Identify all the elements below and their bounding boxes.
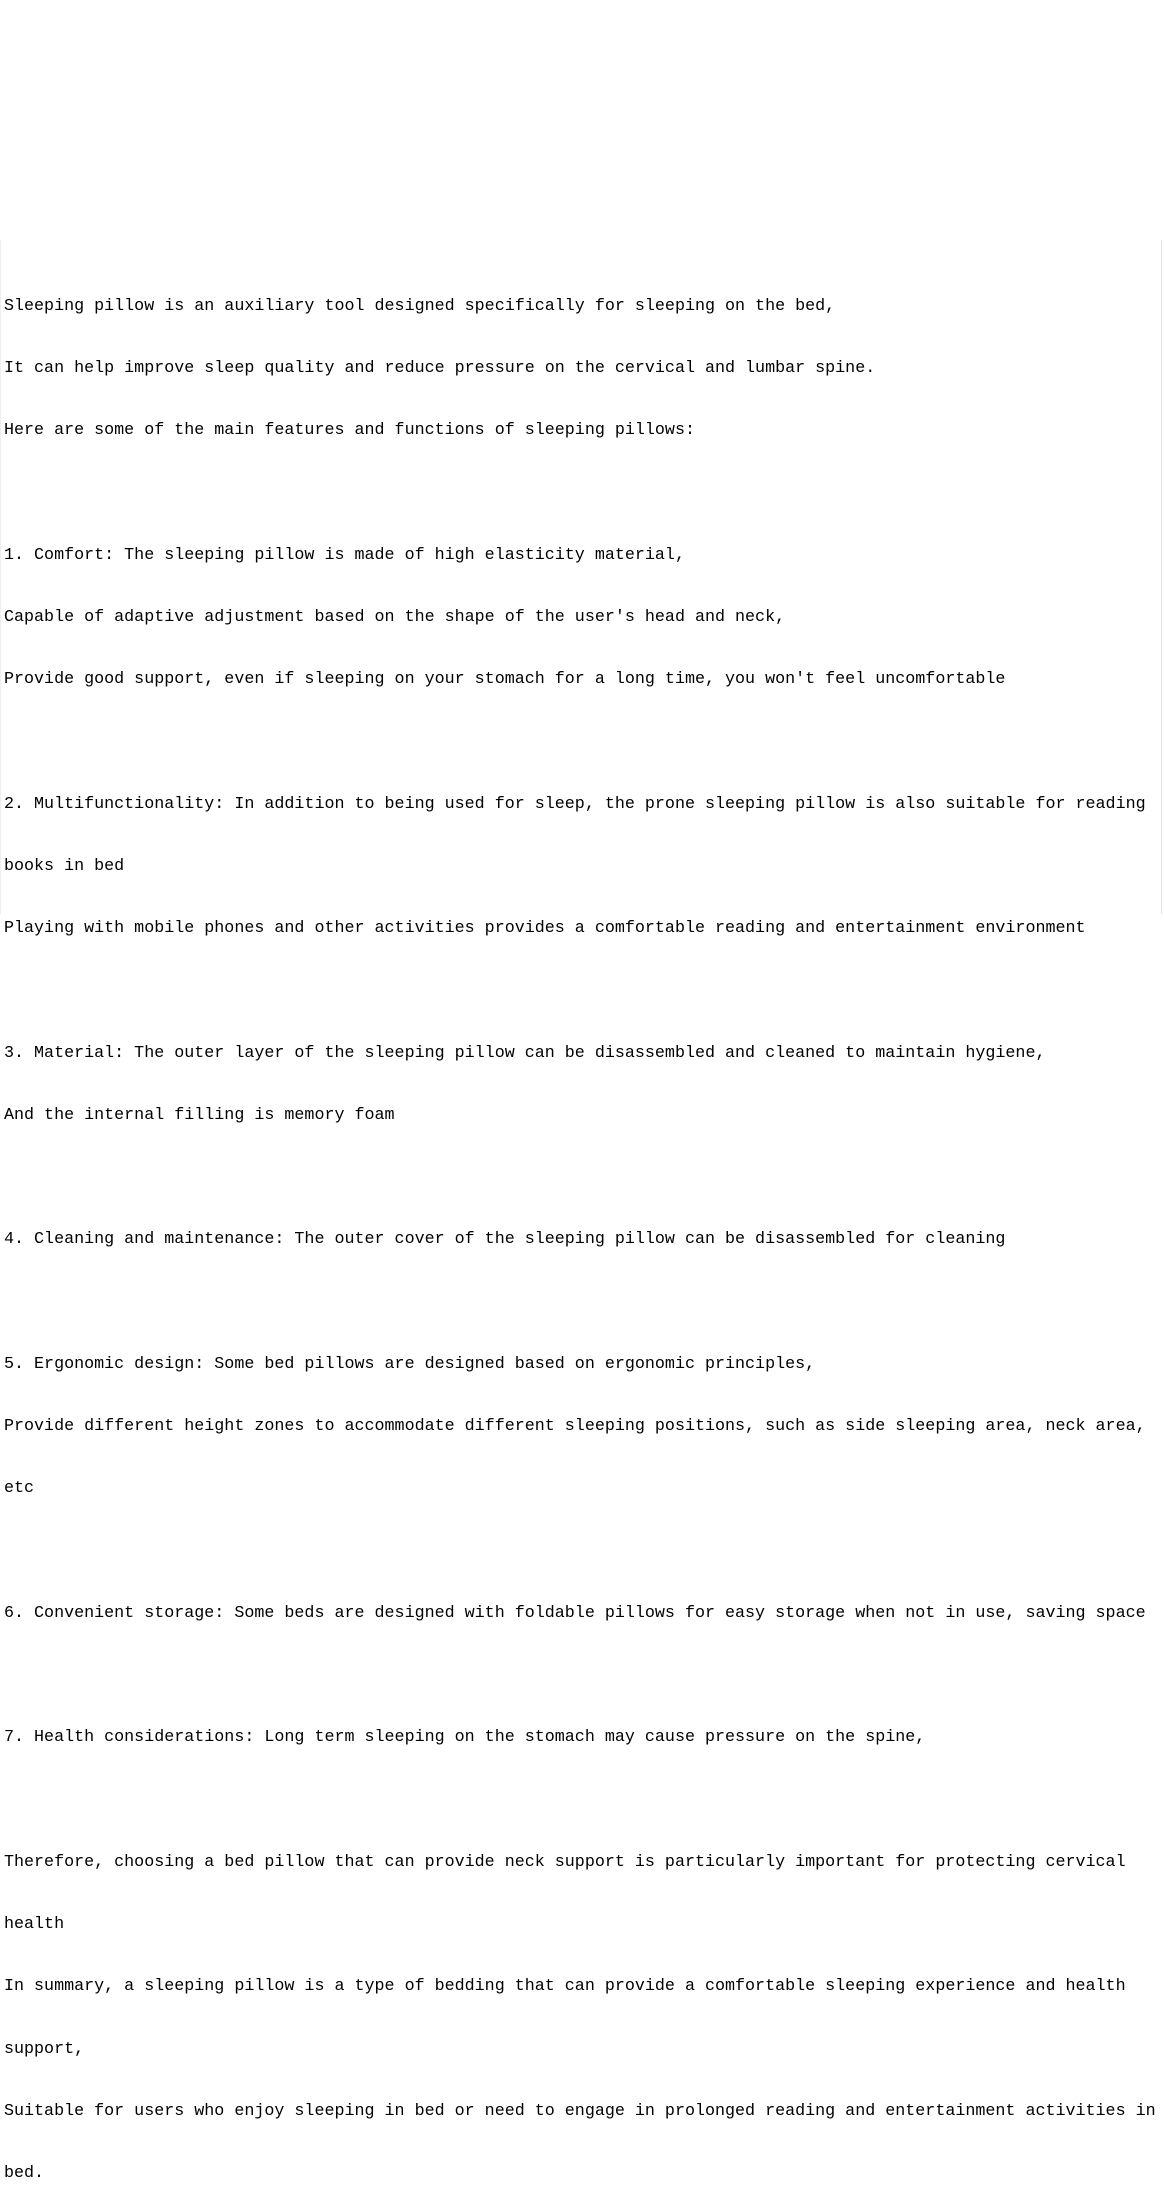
document-line: 3. Material: The outer layer of the sleeping pillow can be disassembled and cleaned to maintain hygiene, <box>4 1043 1046 1063</box>
document-line: 5. Ergonomic design: Some bed pillows are designed based on ergonomic principles, <box>4 1354 816 1374</box>
blank-line <box>4 1791 1160 1812</box>
document-line: 6. Convenient storage: Some beds are designed with foldable pillows for easy storage when not in use, saving space <box>4 1603 1146 1623</box>
document-line: support, <box>4 2039 85 2059</box>
document-line: 4. Cleaning and maintenance: The outer cover of the sleeping pillow can be disassembled for cleaning <box>4 1230 1006 1250</box>
blank-line <box>4 732 1160 753</box>
blank-line <box>4 1666 1160 1687</box>
document-line: books in bed <box>4 856 125 876</box>
document-line: It can help improve sleep quality and reduce pressure on the cervical and lumbar spine. <box>4 358 876 378</box>
blank-line <box>4 1168 1160 1189</box>
document-line: etc <box>4 1479 35 1499</box>
document-body <box>4 255 1160 2206</box>
blank-line <box>4 981 1160 1002</box>
document-line: Here are some of the main features and functions of sleeping pillows: <box>4 421 695 440</box>
blank-line <box>4 1542 1160 1563</box>
document-line: And the internal filling is memory foam <box>4 1105 395 1125</box>
document-line: Sleeping pillow is an auxiliary tool designed specifically for sleeping on the bed, <box>4 296 836 316</box>
blank-line <box>4 483 1160 504</box>
document-line: Playing with mobile phones and other activities provides a comfortable reading and entertainment environment <box>4 919 1086 938</box>
document-line: Therefore, choosing a bed pillow that can provide neck support is particularly important for protecting cervical <box>4 1852 1126 1872</box>
document-line: 2. Multifunctionality: In addition to being used for sleep, the prone sleeping pillow is also suitable for reading <box>4 794 1146 814</box>
document-line: In summary, a sleeping pillow is a type of bedding that can provide a comfortable sleeping experience and health <box>4 1977 1126 1997</box>
document-line: 1. Comfort: The sleeping pillow is made of high elasticity material, <box>4 545 685 565</box>
document-line: Capable of adaptive adjustment based on the shape of the user's head and neck, <box>4 607 786 627</box>
blank-line <box>4 1293 1160 1314</box>
document-line: 7. Health considerations: Long term sleeping on the stomach may cause pressure on the spine, <box>4 1728 926 1748</box>
document-line: Provide good support, even if sleeping on your stomach for a long time, you won't feel uncomfortable <box>4 670 1006 689</box>
document-line: health <box>4 1915 65 1934</box>
document-line: Provide different height zones to accommodate different sleeping positions, such as side sleeping area, neck area, <box>4 1417 1146 1436</box>
document-line: Suitable for users who enjoy sleeping in bed or need to engage in prolonged reading and entertainment activities in <box>4 2101 1156 2121</box>
document-line: bed. <box>4 2164 45 2183</box>
